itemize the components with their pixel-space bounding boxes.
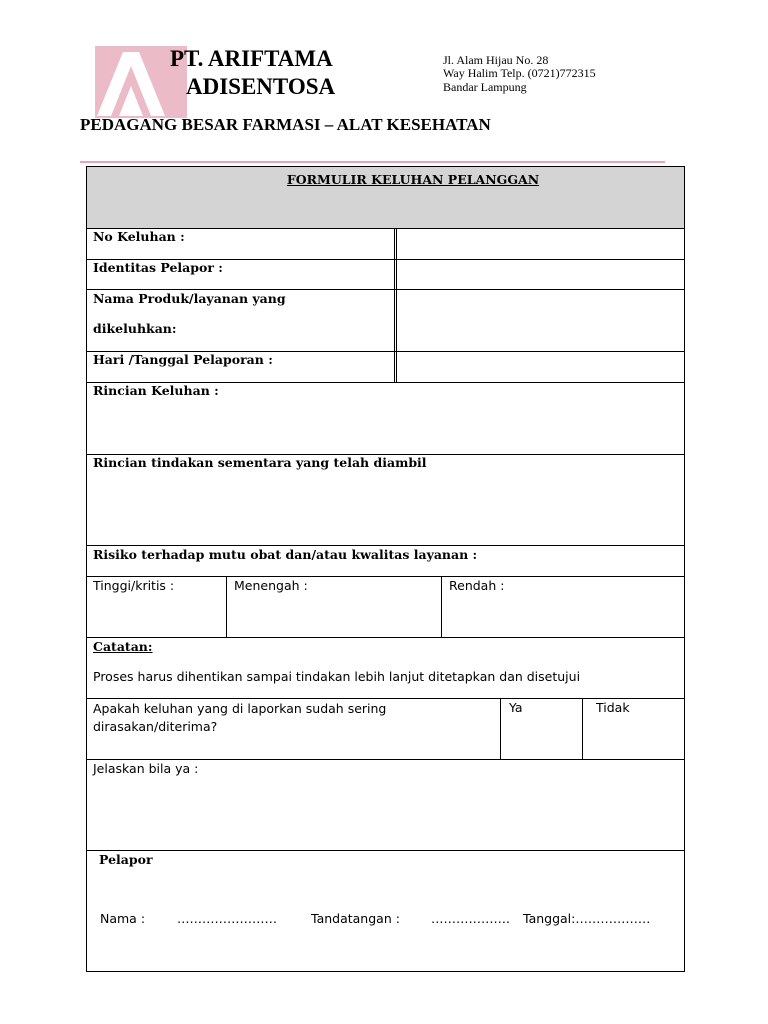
tidak-cell[interactable] bbox=[584, 699, 683, 758]
row-divider bbox=[86, 289, 685, 290]
jelaskan-label: Jelaskan bila ya : bbox=[93, 761, 199, 776]
row-divider bbox=[86, 759, 685, 760]
address-line3: Bandar Lampung bbox=[443, 80, 527, 94]
nama-produk-label-line1: Nama Produk/layanan yang bbox=[93, 291, 286, 306]
jelaskan-field[interactable] bbox=[88, 778, 683, 848]
risiko-menengah-label: Menengah : bbox=[234, 578, 308, 593]
rincian-tindakan-label: Rincian tindakan sementara yang telah diambil bbox=[93, 455, 427, 470]
ya-label: Ya bbox=[509, 700, 523, 715]
question-divider bbox=[582, 698, 583, 759]
no-keluhan-field[interactable] bbox=[398, 230, 683, 257]
field-column-divider bbox=[394, 228, 395, 382]
ya-cell[interactable] bbox=[502, 699, 581, 758]
hari-tanggal-label: Hari /Tanggal Pelaporan : bbox=[93, 352, 273, 367]
risiko-rendah-cell[interactable] bbox=[449, 578, 681, 635]
catatan-text: Proses harus dihentikan sampai tindakan lebih lanjut ditetapkan dan disetujui bbox=[93, 669, 581, 684]
row-divider bbox=[86, 545, 685, 546]
company-tagline: PEDAGANG BESAR FARMASI – ALAT KESEHATAN bbox=[80, 115, 491, 134]
field-column-divider-inner bbox=[396, 228, 397, 382]
catatan-label: Catatan: bbox=[93, 639, 153, 654]
address-line2: Way Halim Telp. (0721)772315 bbox=[443, 66, 596, 80]
form-title: FORMULIR KELUHAN PELANGGAN bbox=[286, 172, 540, 187]
row-divider bbox=[86, 637, 685, 638]
risiko-tinggi-cell[interactable] bbox=[93, 578, 223, 635]
risiko-label: Risiko terhadap mutu obat dan/atau kwalitas layanan : bbox=[93, 547, 478, 562]
question-line1: Apakah keluhan yang di laporkan sudah sering bbox=[93, 701, 387, 716]
risk-divider bbox=[441, 576, 442, 637]
pelapor-tanggal[interactable]: Tanggal:……………… bbox=[523, 911, 651, 926]
rincian-keluhan-label: Rincian Keluhan : bbox=[93, 383, 219, 398]
identitas-pelapor-field[interactable] bbox=[398, 261, 683, 288]
form-border-top bbox=[86, 166, 685, 167]
tidak-label: Tidak bbox=[596, 700, 630, 715]
hari-tanggal-field[interactable] bbox=[398, 353, 683, 381]
pelapor-nama-label: Nama : bbox=[100, 911, 146, 926]
row-divider bbox=[86, 850, 685, 851]
risiko-menengah-cell[interactable] bbox=[234, 578, 438, 635]
risk-divider bbox=[226, 576, 227, 637]
company-name-line1: PT. ARIFTAMA bbox=[170, 46, 333, 71]
risiko-rendah-label: Rendah : bbox=[449, 578, 505, 593]
rincian-tindakan-field[interactable] bbox=[88, 472, 683, 543]
pelapor-label: Pelapor bbox=[99, 852, 153, 867]
form-border-bottom bbox=[86, 971, 685, 972]
form-border-left bbox=[86, 166, 87, 972]
row-divider bbox=[86, 576, 685, 577]
no-keluhan-label: No Keluhan : bbox=[93, 229, 185, 244]
question-divider bbox=[500, 698, 501, 759]
risiko-tinggi-label: Tinggi/kritis : bbox=[93, 578, 175, 593]
form-border-right bbox=[684, 166, 685, 972]
nama-produk-label-line2: dikeluhkan: bbox=[93, 321, 177, 336]
pelapor-nama-dots[interactable]: …………………… bbox=[177, 911, 277, 926]
identitas-pelapor-label: Identitas Pelapor : bbox=[93, 260, 223, 275]
pelapor-tandatangan-label: Tandatangan : bbox=[311, 911, 400, 926]
header-divider bbox=[80, 161, 665, 163]
address-line1: Jl. Alam Hijau No. 28 bbox=[443, 53, 549, 67]
company-name-line2: ADISENTOSA bbox=[186, 74, 336, 99]
rincian-keluhan-field[interactable] bbox=[88, 400, 683, 452]
pelapor-tandatangan-dots[interactable]: ………………. bbox=[431, 911, 510, 926]
nama-produk-field[interactable] bbox=[398, 291, 683, 350]
question-text bbox=[93, 700, 386, 736]
question-line2: dirasakan/diterima? bbox=[93, 719, 218, 734]
